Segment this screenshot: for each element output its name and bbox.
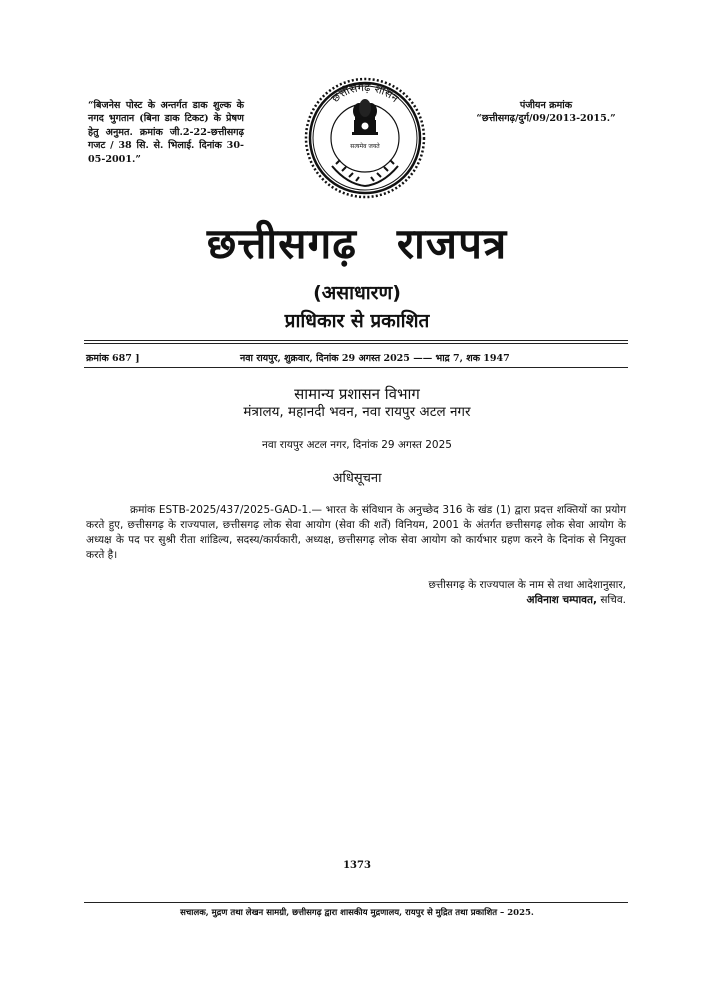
extraordinary-label: (असाधारण)	[313, 282, 401, 304]
notice-place-date: नवा रायपुर अटल नगर, दिनांक 29 अगस्त 2025	[262, 439, 452, 451]
footer-rule	[84, 902, 628, 903]
seal-arc-text: छत्तीसगढ़ शासन	[329, 80, 402, 106]
registration-number: “छत्तीसगढ़/दुर्ग/09/2013-2015.”	[476, 113, 616, 125]
postal-permission-note: “बिजनेस पोस्ट के अन्तर्गत डाक शुल्क के नगद भुगतान (बिना डाक टिकट) के प्रेषण हेतु अनुमत. क्रमांक जी.2-22-छत्तीसगढ़ गजट / 38 सि. से. भिलाई. दिनांक 30-05-2001.”	[88, 100, 244, 165]
notification-body: क्रमांक ESTB-2025/437/2025-GAD-1.— भारत के संविधान के अनुच्छेद 316 के खंड (1) द्वारा प्रदत्त शक्तियों का प्रयोग करते हुए, छत्तीसगढ़ के राज्यपाल, छत्तीसगढ़ लोक सेवा आयोग (सेवा की शर्तें) विनियम, 2001 के अंतर्गत छत्तीसगढ़ लोक सेवा आयोग के अध्यक्ष के पद पर सुश्री रीता शांडिल्य, सदस्य/कार्यकारी, अध्यक्ष, छत्तीसगढ़ लोक सेवा आयोग को कार्यभार ग्रहण करने के दिनांक से नियुक्त करते है।	[86, 504, 626, 561]
title-state: छत्तीसगढ़	[206, 219, 357, 268]
signatory	[300, 593, 626, 607]
header-rule-bottom	[84, 367, 628, 368]
order-line: छत्तीसगढ़ के राज्यपाल के नाम से तथा आदेशानुसार,	[428, 579, 626, 591]
department-name: सामान्य प्रशासन विभाग	[294, 385, 420, 403]
issue-date-line: नवा रायपुर, शुक्रवार, दिनांक 29 अगस्त 2025 —— भाद्र 7, शक 1947	[240, 353, 510, 364]
registration-label: पंजीयन क्रमांक	[519, 100, 573, 111]
header-rule-top-double	[84, 343, 628, 344]
title-gazette: राजपत्र	[396, 219, 508, 268]
registration-note	[466, 99, 626, 126]
notification-heading: अधिसूचना	[332, 471, 382, 486]
page-number: 1373	[343, 860, 371, 871]
header-rule-top	[84, 340, 628, 341]
state-emblem-seal	[292, 76, 438, 206]
published-by-authority: प्राधिकार से प्रकाशित	[284, 310, 430, 332]
seal-motto: सत्यमेव जयते	[350, 143, 380, 150]
printer-imprint: सचालक, मुद्रण तथा लेखन सामग्री, छत्तीसगढ़ द्वारा शासकीय मुद्रणालय, रायपुर से मुद्रित तथा प्रकाशित – 2025.	[180, 908, 534, 918]
issue-number: क्रमांक 687 ]	[86, 353, 140, 364]
lion-capital-icon	[352, 99, 378, 135]
signer-name: अविनाश चम्पावत,	[526, 594, 597, 606]
wheat-ears-icon	[332, 160, 398, 186]
signer-title: सचिव.	[600, 594, 626, 606]
gazette-title	[0, 214, 714, 271]
ministry-address: मंत्रालय, महानदी भवन, नवा रायपुर अटल नगर	[243, 404, 471, 420]
